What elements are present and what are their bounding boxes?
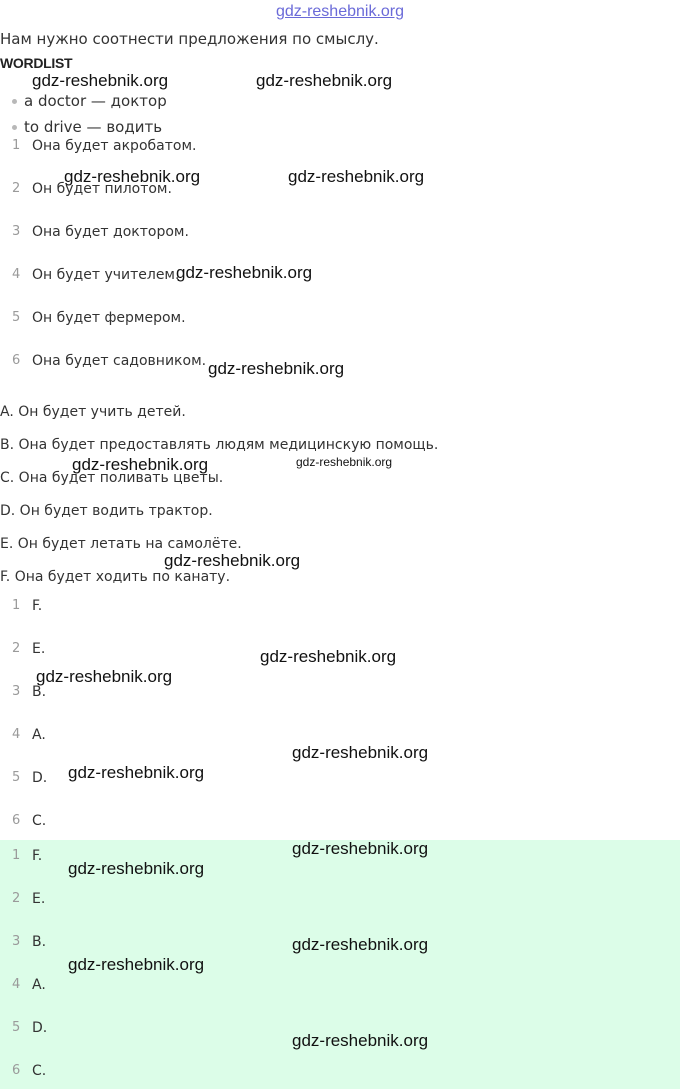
answer-text: D. — [32, 770, 48, 786]
wordlist — [0, 86, 680, 136]
watermark: gdz-reshebnik.org — [176, 263, 313, 282]
answer-number: 5 — [12, 770, 21, 785]
solution-number: 4 — [12, 977, 21, 992]
bullet-icon — [12, 125, 17, 130]
option-line: E. Он будет летать на самолёте. — [0, 536, 242, 552]
watermark: gdz-reshebnik.org — [64, 167, 201, 186]
watermark: gdz-reshebnik.org — [68, 859, 205, 878]
solution-text: C. — [32, 1063, 47, 1079]
sentence-text: Он будет пилотом. — [32, 181, 172, 197]
sentence-number: 5 — [12, 310, 21, 325]
sentence-text: Она будет доктором. — [32, 224, 189, 240]
watermark: gdz-reshebnik.org — [68, 955, 205, 974]
option-line: D. Он будет водить трактор. — [0, 503, 213, 519]
solution-text: B. — [32, 934, 47, 950]
watermark: gdz-reshebnik.org — [72, 455, 209, 474]
wordlist-item-text: a doctor — доктор — [24, 92, 167, 110]
answer-text: B. — [32, 684, 47, 700]
watermark: gdz-reshebnik.org — [296, 455, 393, 469]
solution-number: 5 — [12, 1020, 21, 1035]
answer-number: 6 — [12, 813, 21, 828]
answer-number: 4 — [12, 727, 21, 742]
sentence-number: 2 — [12, 181, 21, 196]
watermark: gdz-reshebnik.org — [288, 167, 425, 186]
sentence-number: 4 — [12, 267, 21, 282]
option-line: F. Она будет ходить по канату. — [0, 569, 231, 585]
watermark: gdz-reshebnik.org — [32, 71, 169, 90]
sentence-text: Она будет акробатом. — [32, 138, 197, 154]
answer-text: A. — [32, 727, 46, 743]
wordlist-item — [12, 92, 167, 110]
solution-number: 6 — [12, 1063, 21, 1078]
watermark: gdz-reshebnik.org — [292, 1031, 429, 1050]
answer-text: E. — [32, 641, 46, 657]
watermark: gdz-reshebnik.org — [292, 743, 429, 762]
solution-text: A. — [32, 977, 46, 993]
wordlist-title: WORDLIST — [0, 55, 73, 71]
watermark: gdz-reshebnik.org — [208, 359, 345, 378]
bullet-icon — [12, 99, 17, 104]
answer-text: F. — [32, 598, 43, 614]
answer-number: 1 — [12, 598, 21, 613]
watermark: gdz-reshebnik.org — [164, 551, 301, 570]
answer-text: C. — [32, 813, 47, 829]
option-line: B. Она будет предоставлять людям медицинскую помощь. — [0, 437, 439, 453]
intro-text: Нам нужно соотнести предложения по смыслу. — [0, 30, 379, 48]
sentence-text: Он будет фермером. — [32, 310, 186, 326]
wordlist-item — [12, 118, 162, 136]
watermark: gdz-reshebnik.org — [68, 763, 205, 782]
sentence-text: Он будет учителем. — [32, 267, 180, 283]
watermark: gdz-reshebnik.org — [36, 667, 173, 686]
site-header — [0, 0, 680, 26]
wordlist-item-text: to drive — водить — [24, 118, 163, 136]
watermark: gdz-reshebnik.org — [260, 647, 397, 666]
solution-number: 3 — [12, 934, 21, 949]
solution-number: 2 — [12, 891, 21, 906]
site-link[interactable]: gdz-reshebnik.org — [275, 3, 405, 20]
option-line: A. Он будет учить детей. — [0, 404, 186, 420]
solution-number: 1 — [12, 848, 21, 863]
watermark: gdz-reshebnik.org — [292, 839, 429, 858]
solution-text: E. — [32, 891, 46, 907]
watermark: gdz-reshebnik.org — [256, 71, 393, 90]
watermark: gdz-reshebnik.org — [292, 935, 429, 954]
solution-text: D. — [32, 1020, 48, 1036]
sentence-number: 6 — [12, 353, 21, 368]
sentence-text: Она будет садовником. — [32, 353, 207, 369]
answer-number: 2 — [12, 641, 21, 656]
sentence-number: 1 — [12, 138, 21, 153]
solution-text: F. — [32, 848, 43, 864]
option-line: C. Она будет поливать цветы. — [0, 470, 224, 486]
sentence-number: 3 — [12, 224, 21, 239]
answer-number: 3 — [12, 684, 21, 699]
